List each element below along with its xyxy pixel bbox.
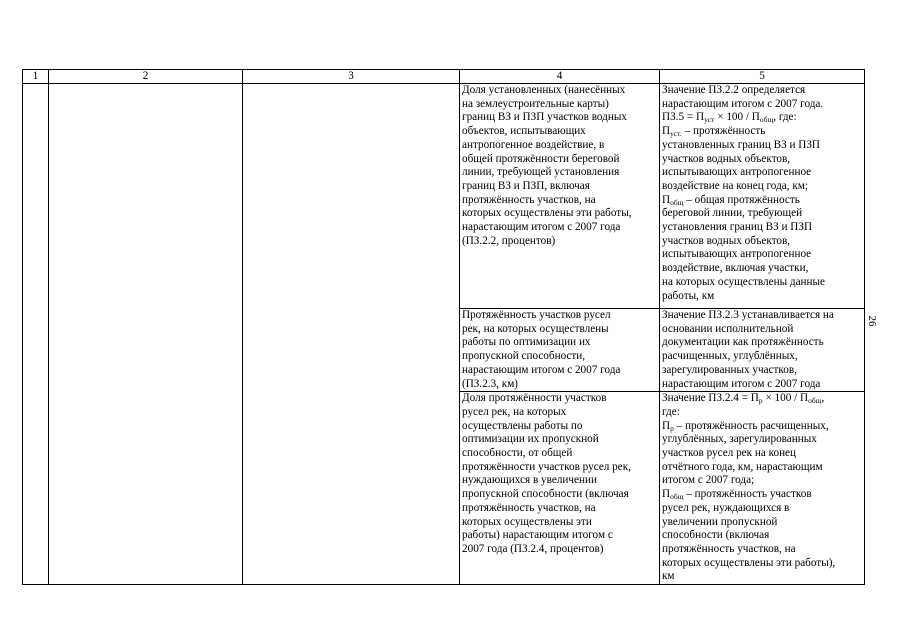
definition-line (662, 420, 862, 434)
symbol-text: П (662, 193, 671, 206)
definition-line: работы, км (662, 289, 715, 302)
indicator-cell-pz-2-2 (460, 84, 660, 309)
indicator-line: русел рек, на которых (462, 405, 567, 418)
indicator-line: протяжённости участков русел рек, (462, 460, 631, 473)
definition-line: русел рек, нуждающихся в (662, 501, 790, 514)
symbol-text: П (662, 419, 671, 432)
formula-subscript: общ (808, 396, 822, 406)
indicator-line: нарастающим итогом с 2007 года (462, 221, 621, 234)
table-row (23, 84, 865, 309)
definition-line: отчётного года, км, нарастающим (662, 460, 823, 473)
definition-line: участков водных объектов, (662, 234, 791, 247)
indicator-line: границ ВЗ и ПЗП, включая (462, 179, 590, 192)
definition-line (662, 125, 862, 139)
definition-line: на которых осуществлены данные (662, 275, 825, 288)
indicator-line: осуществлены работы по (462, 419, 583, 432)
indicator-line: антропогенное воздействие, в (462, 138, 605, 151)
column-header-5: 5 (660, 70, 865, 84)
column-header-1: 1 (23, 70, 49, 84)
indicator-line: границ ВЗ и ПЗП участков водных (462, 111, 627, 124)
indicator-line: общей протяжённости береговой (462, 152, 620, 165)
symbol-subscript: р (670, 423, 674, 433)
indicator-line: Протяжённость участков русел (462, 309, 611, 321)
formula-text: Значение ПЗ.2.4 = П (662, 392, 759, 405)
method-cell-pz-2-4 (660, 392, 865, 585)
formula-subscript: р (758, 396, 763, 406)
indicator-line: пропускной способности, (462, 350, 586, 363)
method-line: где: (662, 405, 680, 418)
method-line: расчищенных, углублённых, (662, 350, 798, 363)
method-line: Значение ПЗ.2.3 устанавливается на (662, 309, 834, 321)
symbol-subscript: общ (670, 197, 684, 207)
method-cell-pz-2-2 (660, 84, 865, 309)
indicator-line: которых осуществлены эти работы, (462, 207, 632, 220)
indicator-line: нуждающихся в увеличении (462, 474, 597, 487)
formula-text: , где: (773, 111, 797, 124)
definition-line: береговой линии, требующей (662, 207, 803, 220)
column-header-2: 2 (49, 70, 243, 84)
definition-line (662, 194, 862, 208)
indicator-line: (ПЗ.2.2, процентов) (462, 234, 556, 247)
indicator-line: протяжённость участков, на (462, 193, 596, 206)
column-2-cell (49, 84, 243, 585)
definition-line: км (662, 570, 675, 583)
column-header-3: 3 (243, 70, 460, 84)
indicator-cell-pz-2-3 (460, 309, 660, 392)
indicator-line: которых осуществлены эти (462, 515, 592, 528)
indicator-line: оптимизации их пропускной (462, 433, 599, 446)
indicator-line: способности, от общей (462, 447, 573, 460)
indicator-line: Доля установленных (нанесённых (462, 84, 626, 96)
indicator-line: 2007 года (ПЗ.2.4, процентов) (462, 542, 604, 555)
definition-text: – протяжённость расчищенных, (673, 419, 829, 432)
definition-line: протяжённость участков, на (662, 542, 796, 555)
formula-text: ПЗ.5 = П (662, 111, 705, 124)
page-number: 26 (866, 315, 878, 327)
indicator-line: нарастающим итогом с 2007 года (462, 363, 621, 376)
definition-line: участков водных объектов, (662, 152, 791, 165)
definition-line: испытывающих антропогенное (662, 166, 812, 179)
formula-subscript: общ (759, 115, 774, 125)
indicator-line: Доля протяжённости участков (462, 392, 607, 405)
definition-line: установленных границ ВЗ и ПЗП (662, 138, 821, 151)
indicator-line: пропускной способности (включая (462, 488, 629, 501)
symbol-subscript: уст. (670, 129, 682, 139)
indicators-table (22, 69, 865, 585)
definition-line: которых осуществлены эти работы), (662, 556, 836, 569)
method-line: основании исполнительной (662, 322, 794, 335)
method-line: нарастающим итогом с 2007 года (662, 377, 821, 390)
definition-line: испытывающих антропогенное (662, 248, 812, 261)
definition-text: – общая протяжённость (683, 193, 800, 206)
definition-line: углублённых, зарегулированных (662, 433, 817, 446)
indicator-line: объектов, испытывающих (462, 125, 586, 138)
formula-text: × 100 / П (762, 392, 809, 405)
definition-line: увеличении пропускной (662, 515, 778, 528)
formula-line (662, 111, 862, 125)
indicator-line: работы по оптимизации их (462, 336, 591, 349)
table-header-row (23, 70, 865, 84)
method-line: документации как протяжённость (662, 336, 824, 349)
definition-line: установления границ ВЗ и ПЗП (662, 221, 813, 234)
definition-line: итогом с 2007 года; (662, 474, 755, 487)
symbol-text: П (662, 488, 671, 501)
formula-line (662, 392, 862, 406)
definition-line: воздействие на конец года, км; (662, 179, 808, 192)
formula-text: , (821, 392, 825, 405)
formula-text: × 100 / П (714, 111, 760, 124)
indicator-line: (ПЗ.2.3, км) (462, 377, 519, 390)
method-line: зарегулированных участков, (662, 363, 797, 376)
definition-text: – протяжённость (681, 125, 766, 138)
symbol-text: П (662, 125, 671, 138)
method-cell-pz-2-3 (660, 309, 865, 392)
formula-subscript: уст (704, 115, 715, 125)
method-line: Значение ПЗ.2.2 определяется (662, 84, 806, 96)
indicator-line: на землеустроительные карты) (462, 97, 609, 110)
indicator-line: протяжённость участков, на (462, 501, 596, 514)
column-header-4: 4 (460, 70, 660, 84)
definition-line: способности (включая (662, 529, 770, 542)
definition-line (662, 488, 862, 502)
indicator-cell-pz-2-4 (460, 392, 660, 585)
definition-line: участков русел рек на конец (662, 447, 797, 460)
indicator-line: линии, требующей установления (462, 166, 620, 179)
method-line: нарастающим итогом с 2007 года. (662, 97, 824, 110)
column-1-cell (23, 84, 49, 585)
symbol-subscript: общ (670, 492, 684, 502)
indicator-line: рек, на которых осуществлены (462, 322, 609, 335)
indicator-line: работы) нарастающим итогом с (462, 529, 613, 542)
definition-text: – протяжённость участков (683, 488, 812, 501)
definition-line: воздействие, включая участки, (662, 262, 809, 275)
column-3-cell (243, 84, 460, 585)
